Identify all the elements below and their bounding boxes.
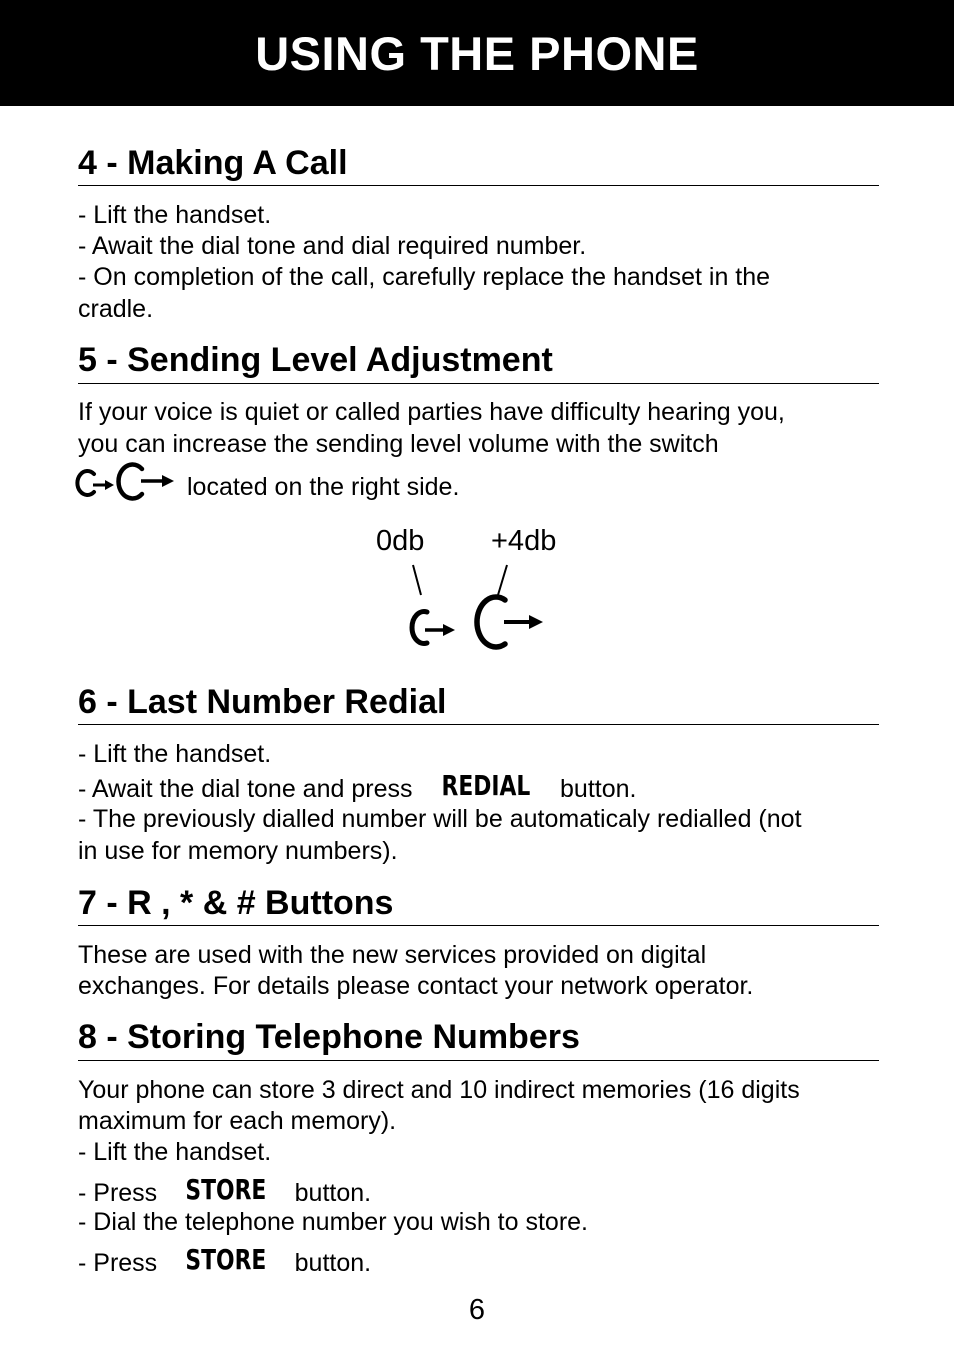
store-key-icon: STORE bbox=[185, 1173, 267, 1206]
instruction-line: - Dial the telephone number you wish to store. bbox=[78, 1208, 588, 1236]
instruction-line: - Lift the handset. bbox=[78, 201, 272, 229]
description-line: Your phone can store 3 direct and 10 indirect memories (16 digits bbox=[78, 1076, 800, 1104]
instruction-text: button. bbox=[294, 1179, 372, 1207]
high-level-icon bbox=[119, 465, 174, 499]
sending-level-switch-icon bbox=[78, 458, 178, 500]
section-divider bbox=[78, 383, 879, 384]
high-level-icon bbox=[477, 597, 543, 647]
low-level-icon bbox=[412, 612, 455, 644]
description-line: These are used with the new services provided on digital bbox=[78, 941, 707, 969]
instruction-line: - The previously dialled number will be automaticaly redialled (not bbox=[78, 805, 802, 833]
instruction-text: - Press bbox=[78, 1179, 158, 1207]
section-heading-redial: 6 - Last Number Redial bbox=[78, 683, 447, 721]
instruction-text: - Await the dial tone and press bbox=[78, 775, 413, 803]
description-line: exchanges. For details please contact your network operator. bbox=[78, 972, 754, 1000]
section-divider bbox=[78, 1060, 879, 1061]
level-switch-diagram-icon bbox=[405, 590, 550, 652]
instruction-line: - Lift the handset. bbox=[78, 740, 272, 768]
instruction-line: - Await the dial tone and dial required number. bbox=[78, 232, 587, 260]
instruction-line bbox=[78, 1173, 372, 1209]
section-heading-making-call: 4 - Making A Call bbox=[78, 144, 348, 182]
level-label-0db: 0db bbox=[376, 525, 425, 557]
section-divider bbox=[78, 724, 879, 725]
description-line: If your voice is quiet or called parties have difficulty hearing you, bbox=[78, 398, 785, 426]
section-divider bbox=[78, 185, 879, 186]
store-key-icon: STORE bbox=[185, 1243, 267, 1276]
level-label-4db: +4db bbox=[491, 525, 557, 557]
redial-key-icon: REDIAL bbox=[441, 769, 531, 802]
description-line: located on the right side. bbox=[187, 473, 460, 501]
title-banner bbox=[0, 0, 954, 106]
instruction-text: button. bbox=[294, 1249, 372, 1277]
section-heading-storing: 8 - Storing Telephone Numbers bbox=[78, 1018, 580, 1056]
description-line: maximum for each memory). bbox=[78, 1107, 397, 1135]
instruction-line bbox=[78, 1243, 372, 1279]
instruction-line: in use for memory numbers). bbox=[78, 837, 398, 865]
instruction-line: - Lift the handset. bbox=[78, 1138, 272, 1166]
instruction-line: - On completion of the call, carefully replace the handset in the bbox=[78, 263, 771, 291]
instruction-line bbox=[78, 769, 637, 805]
section-heading-sending-level: 5 - Sending Level Adjustment bbox=[78, 341, 553, 379]
instruction-text: button. bbox=[560, 775, 637, 803]
page-number: 6 bbox=[468, 1294, 486, 1326]
description-line: you can increase the sending level volume with the switch bbox=[78, 430, 719, 458]
instruction-line: cradle. bbox=[78, 295, 154, 323]
instruction-text: - Press bbox=[78, 1249, 158, 1277]
low-level-icon bbox=[77, 471, 114, 495]
section-heading-buttons: 7 - R , * & # Buttons bbox=[78, 884, 394, 922]
page-title: USING THE PHONE bbox=[255, 27, 699, 80]
section-divider bbox=[78, 925, 879, 926]
